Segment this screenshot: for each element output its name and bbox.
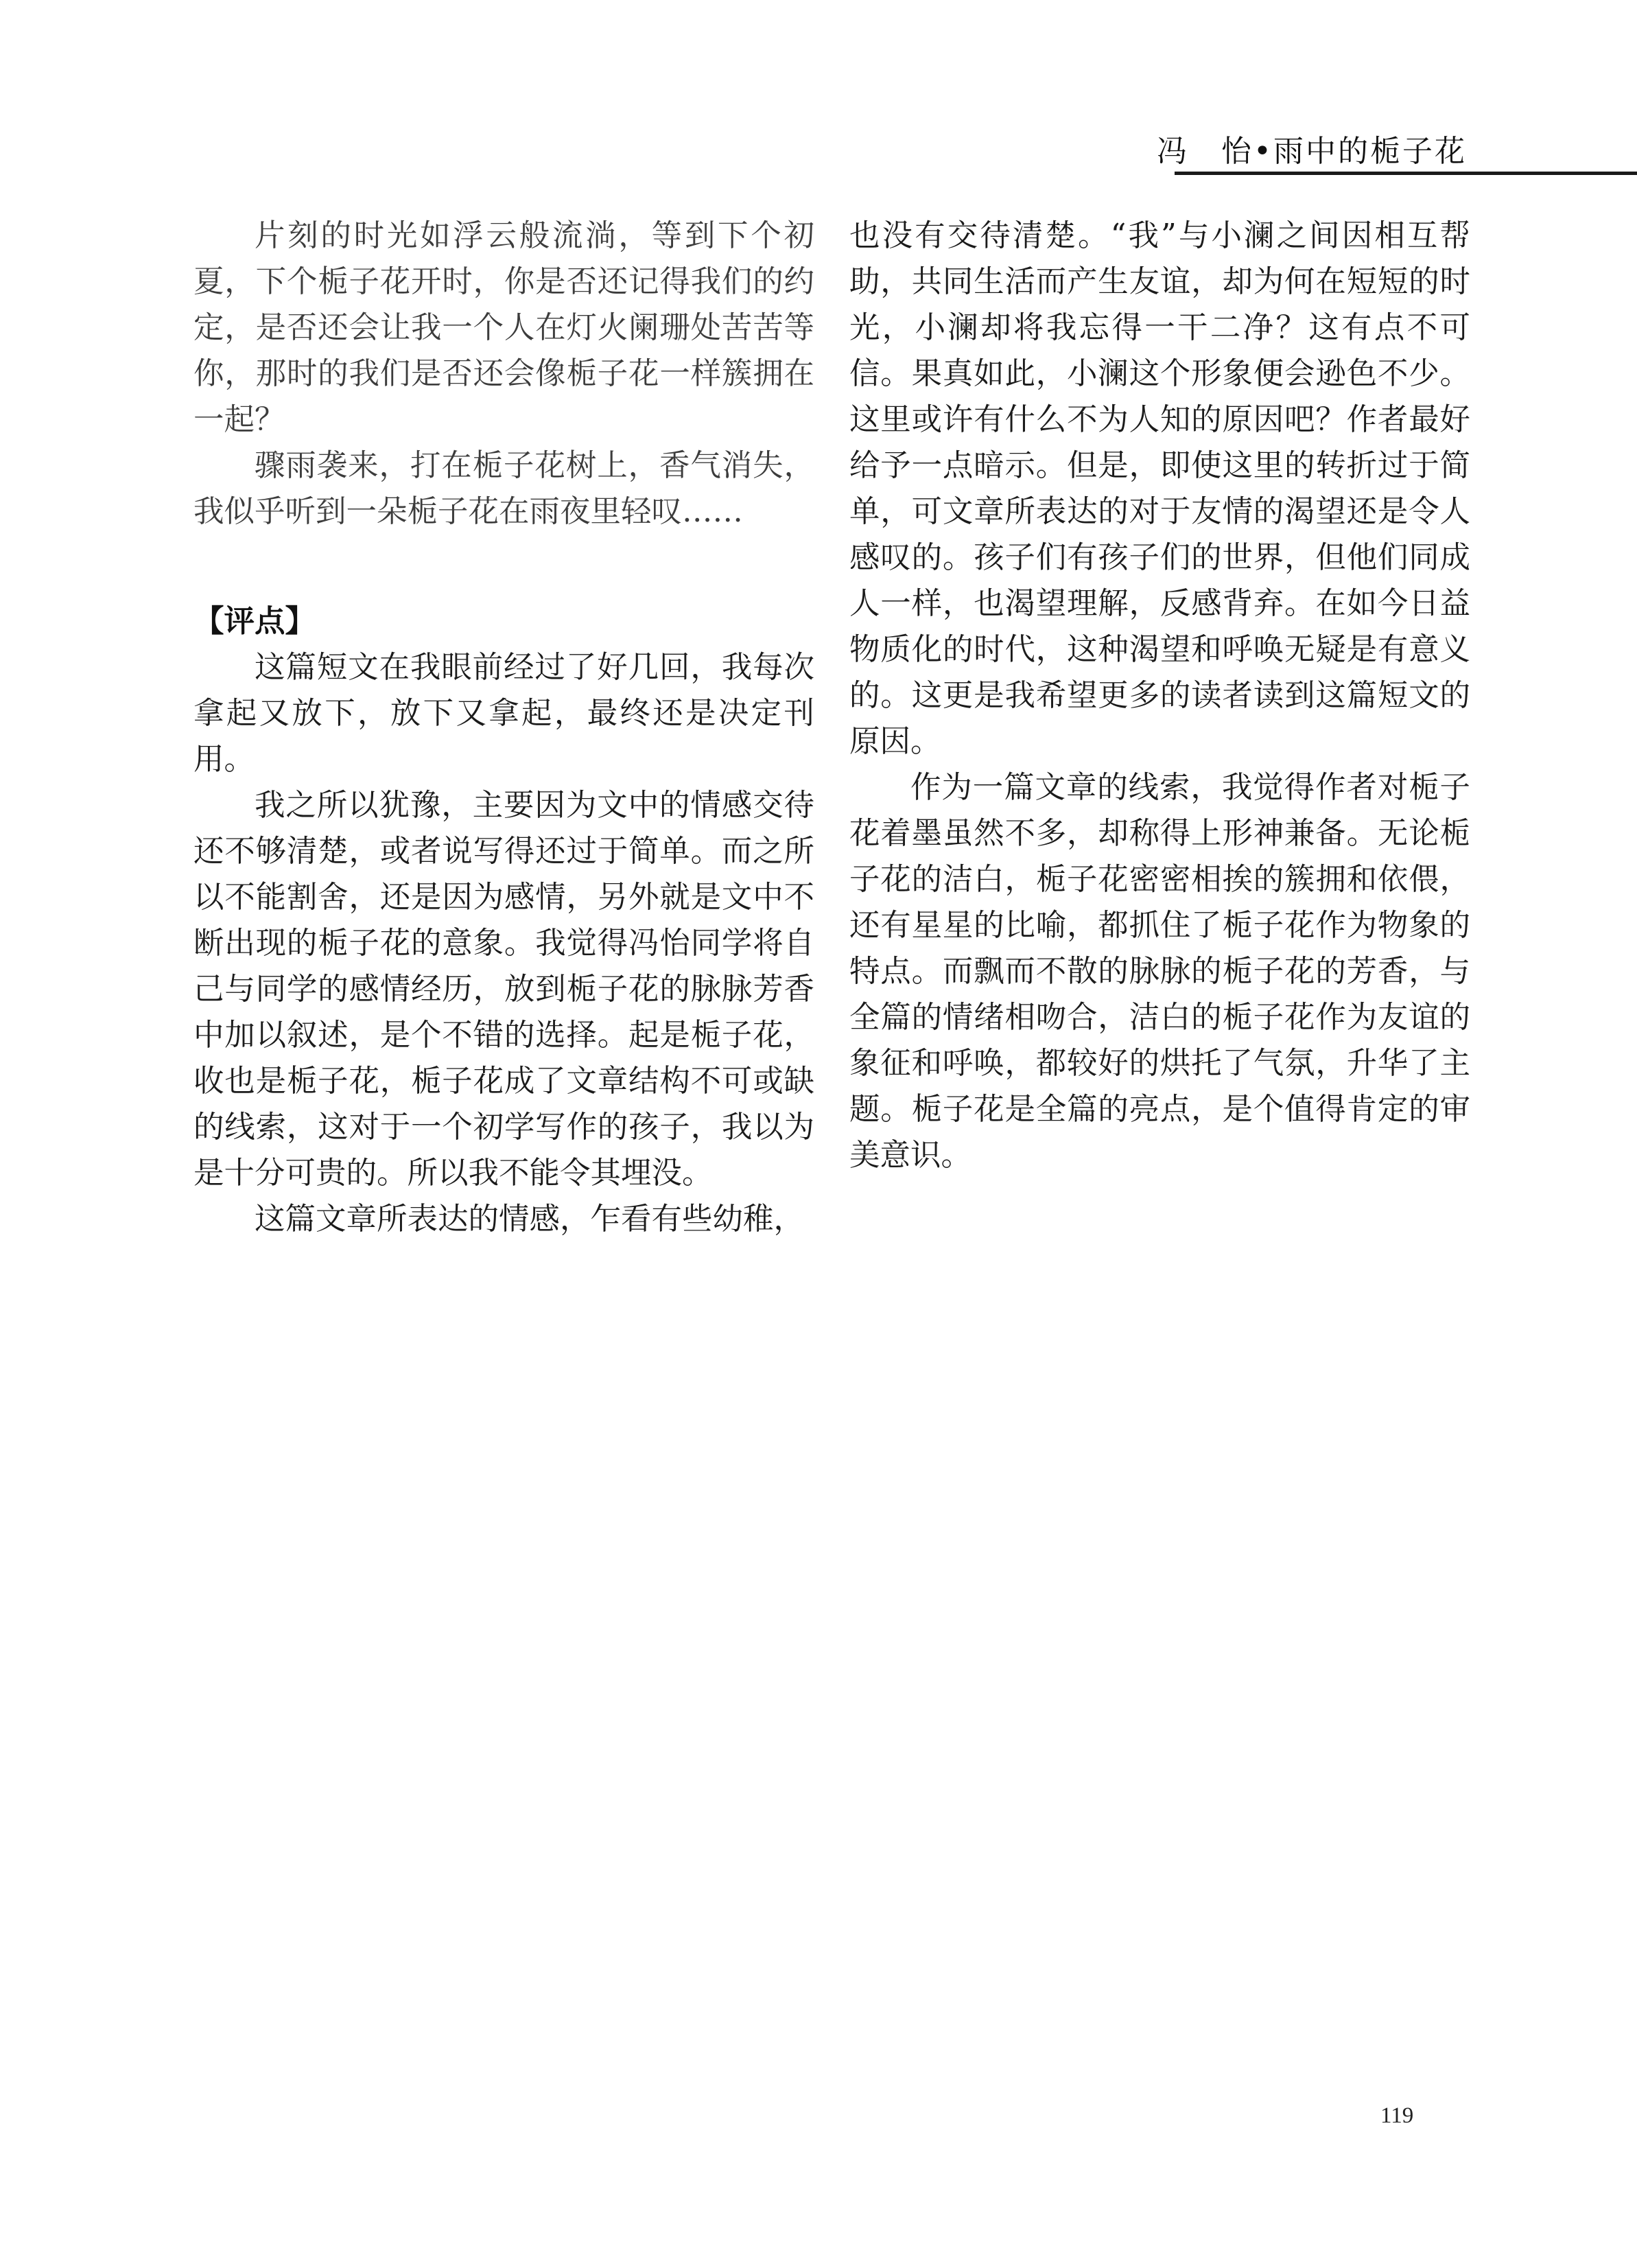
- comment-continuation: 也没有交待清楚。“我”与小澜之间因相互帮助，共同生活而产生友谊，却为何在短短的时光，小澜却将我忘得一干二净？这有点不可信。果真如此，小澜这个形象便会逊色不少。这里或许有什么不为人知的原因吧？作者最好给予一点暗示。但是，即使这里的转折过于简单，可文章所表达的对于友情的渴望还是令人感叹的。孩子们有孩子们的世界，但他们同成人一样，也渴望理解，反感背弃。在如今日益物质化的时代，这种渴望和呼唤无疑是有意义的。这更是我希望更多的读者读到这篇短文的原因。: [849, 218, 1470, 759]
- story-paragraph: 片刻的时光如浮云般流淌，等到下个初夏，下个栀子花开时，你是否还记得我们的约定，是否还会让我一个人在灯火阑珊处苦苦等你，那时的我们是否还会像栀子花一样簇拥在一起？: [193, 218, 814, 437]
- header-rule: [1175, 172, 1637, 175]
- right-column: [849, 213, 1470, 1178]
- comment-paragraph: 我之所以犹豫，主要因为文中的情感交待还不够清楚，或者说写得还过于简单。而之所以不能割舍，还是因为感情，另外就是文中不断出现的栀子花的意象。我觉得冯怡同学将自己与同学的感情经历，放到栀子花的脉脉芳香中加以叙述，是个不错的选择。起是栀子花，收也是栀子花，栀子花成了文章结构不可或缺的线索，这对于一个初学写作的孩子，我以为是十分可贵的。所以我不能令其埋没。: [193, 788, 814, 1191]
- section-gap: [193, 535, 814, 598]
- left-column: [193, 213, 814, 1242]
- page-number: 119: [1380, 2103, 1414, 2128]
- comment-paragraph: 这篇短文在我眼前经过了好几回，我每次拿起又放下，放下又拿起，最终还是决定刊用。: [193, 650, 814, 777]
- comment-heading: 【评点】: [193, 604, 316, 639]
- running-title: 冯 怡•雨中的栀子花: [1157, 134, 1467, 169]
- comment-paragraph: 作为一篇文章的线索，我觉得作者对栀子花着墨虽然不多，却称得上形神兼备。无论栀子花的洁白，栀子花密密相挨的簇拥和依偎，还有星星的比喻，都抓住了栀子花作为物象的特点。而飘而不散的脉脉的栀子花的芳香，与全篇的情绪相吻合，洁白的栀子花作为友谊的象征和呼唤，都较好的烘托了气氛，升华了主题。栀子花是全篇的亮点，是个值得肯定的审美意识。: [849, 770, 1470, 1173]
- running-header: [1157, 122, 1637, 180]
- comment-paragraph: 这篇文章所表达的情感，乍看有些幼稚，: [255, 1202, 805, 1237]
- story-paragraph: 骤雨袭来，打在栀子花树上，香气消失，我似乎听到一朵栀子花在雨夜里轻叹……: [193, 448, 814, 529]
